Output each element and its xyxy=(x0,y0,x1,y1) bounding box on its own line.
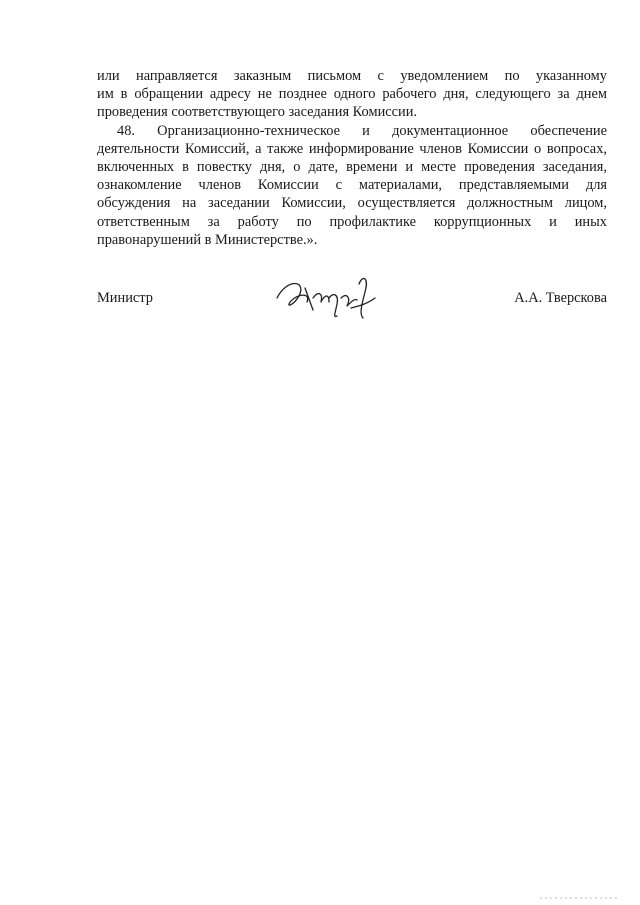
text-line: ответственным за работу по профилактике коррупционных и иных xyxy=(97,213,607,230)
signature-block xyxy=(97,290,607,330)
signatory-title: Министр xyxy=(97,290,153,306)
document-body xyxy=(97,67,607,249)
text-line: ознакомление членов Комиссии с материалами, представляемыми для xyxy=(97,177,607,194)
text-line: правонарушений в Министерстве.». xyxy=(97,231,318,248)
handwritten-signature xyxy=(267,268,387,328)
text-line: 48. Организационно-техническое и документационное обеспечение xyxy=(117,122,607,139)
paragraph-1 xyxy=(97,67,607,122)
scan-artifact xyxy=(540,897,620,899)
text-line: проведения соответствующего заседания Комиссии. xyxy=(97,104,418,121)
text-line: обсуждения на заседании Комиссии, осуществляется должностным лицом, xyxy=(97,195,607,212)
text-line: им в обращении адресу не позднее одного рабочего дня, следующего за днем xyxy=(97,86,607,103)
signatory-name: А.А. Тверскова xyxy=(514,290,607,306)
text-line: деятельности Комиссий, а также информирование членов Комиссии о вопросах, xyxy=(97,140,607,157)
text-line: или направляется заказным письмом с уведомлением по указанному xyxy=(97,68,607,84)
text-line: включенных в повестку дня, о дате, времени и месте проведения заседания, xyxy=(97,158,607,175)
paragraph-48 xyxy=(97,122,607,249)
